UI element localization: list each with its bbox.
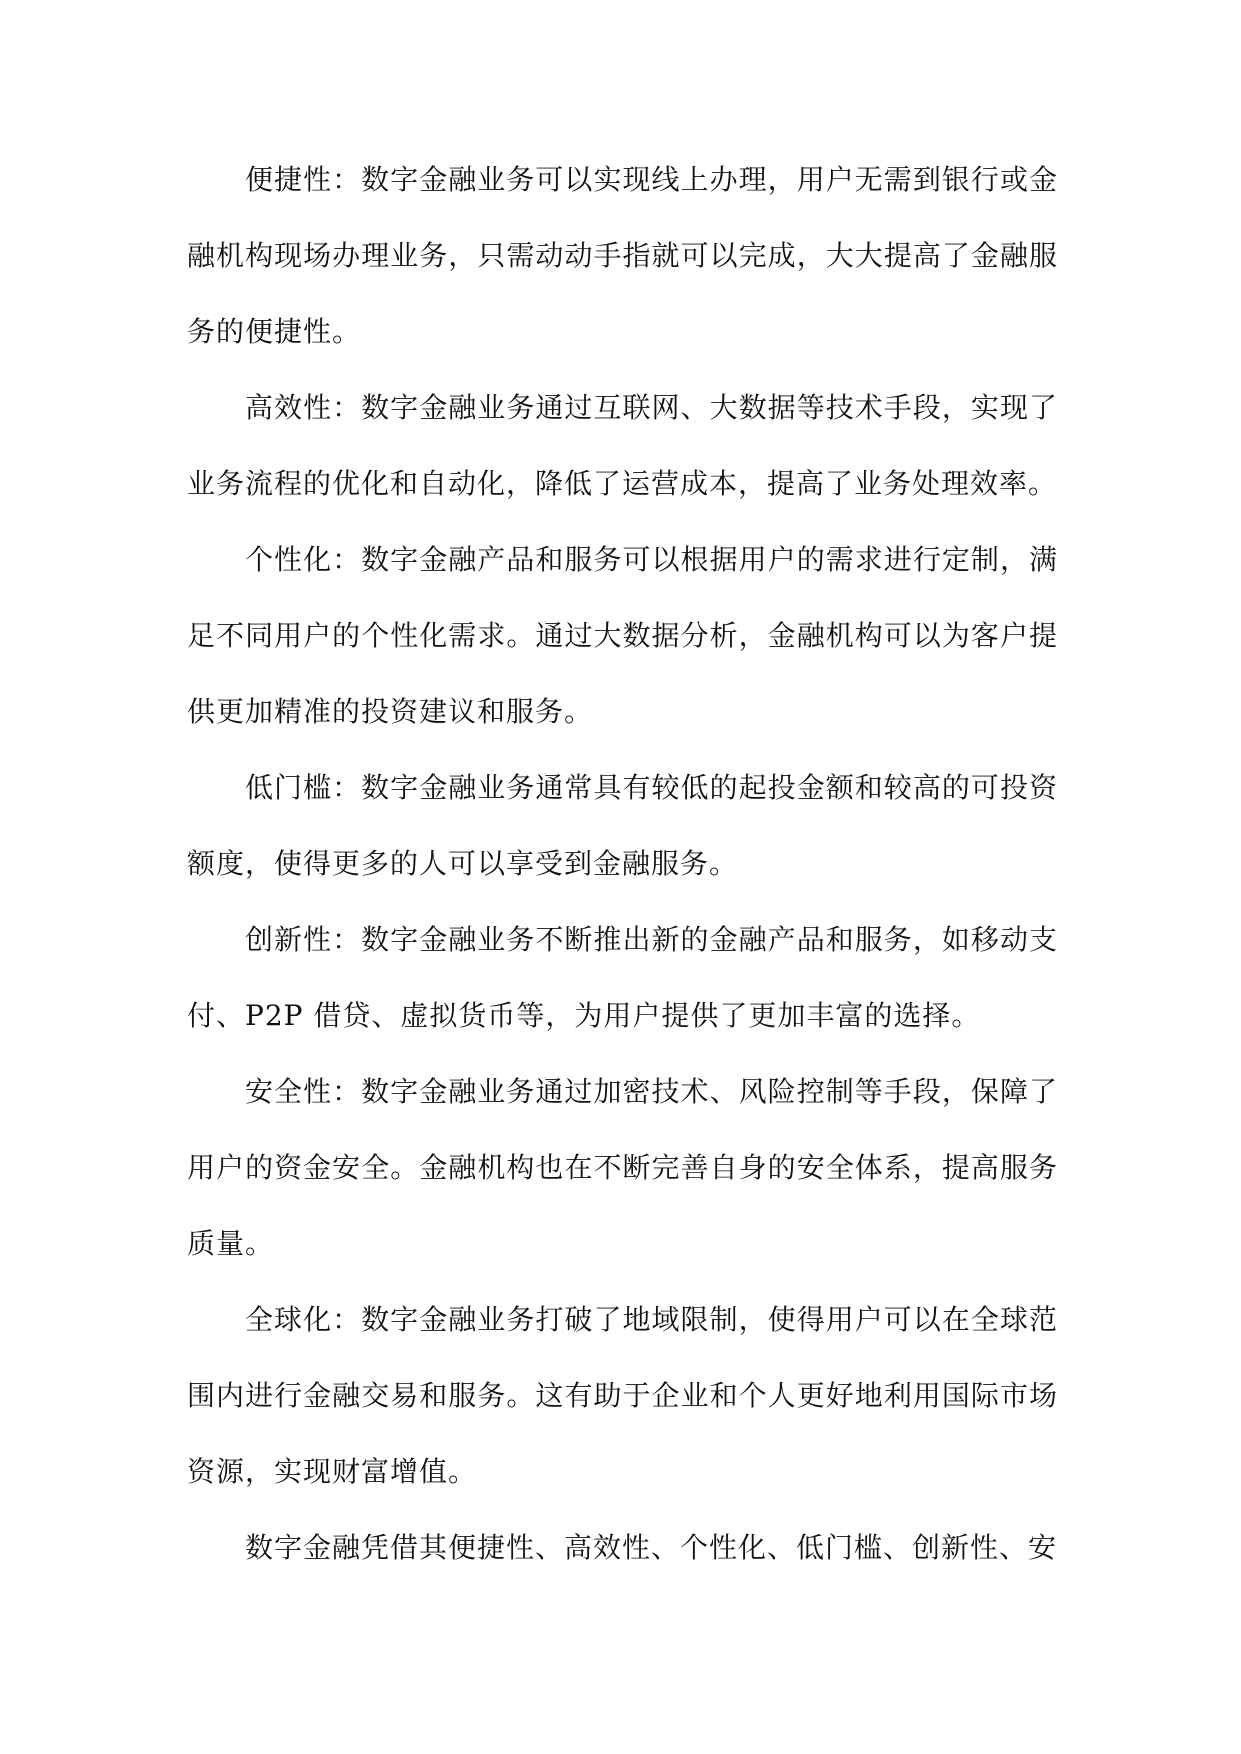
paragraph-summary: 数字金融凭借其便捷性、高效性、个性化、低门槛、创新性、安 xyxy=(245,1531,1058,1564)
paragraph-personalization: 个性化：数字金融产品和服务可以根据用户的需求进行定制，满足不同用户的个性化需求。通过大数据分析，金融机构可以为客户提供更加精准的投资建议和服务。 xyxy=(187,543,1058,728)
paragraph-innovation: 创新性：数字金融业务不断推出新的金融产品和服务，如移动支付、P2P 借贷、虚拟货币等，为用户提供了更加丰富的选择。 xyxy=(187,923,1058,1032)
paragraph-globalization: 全球化：数字金融业务打破了地域限制，使得用户可以在全球范围内进行金融交易和服务。这有助于企业和个人更好地利用国际市场资源，实现财富增值。 xyxy=(187,1303,1058,1488)
paragraph-low-threshold: 低门槛：数字金融业务通常具有较低的起投金额和较高的可投资额度，使得更多的人可以享受到金融服务。 xyxy=(187,771,1058,880)
paragraph-convenience: 便捷性：数字金融业务可以实现线上办理，用户无需到银行或金融机构现场办理业务，只需动动手指就可以完成，大大提高了金融服务的便捷性。 xyxy=(187,163,1058,348)
paragraph-security: 安全性：数字金融业务通过加密技术、风险控制等手段，保障了用户的资金安全。金融机构也在不断完善自身的安全体系，提高服务质量。 xyxy=(187,1075,1058,1260)
body-text xyxy=(187,142,1058,1586)
paragraph-efficiency: 高效性：数字金融业务通过互联网、大数据等技术手段，实现了业务流程的优化和自动化，降低了运营成本，提高了业务处理效率。 xyxy=(187,391,1058,500)
